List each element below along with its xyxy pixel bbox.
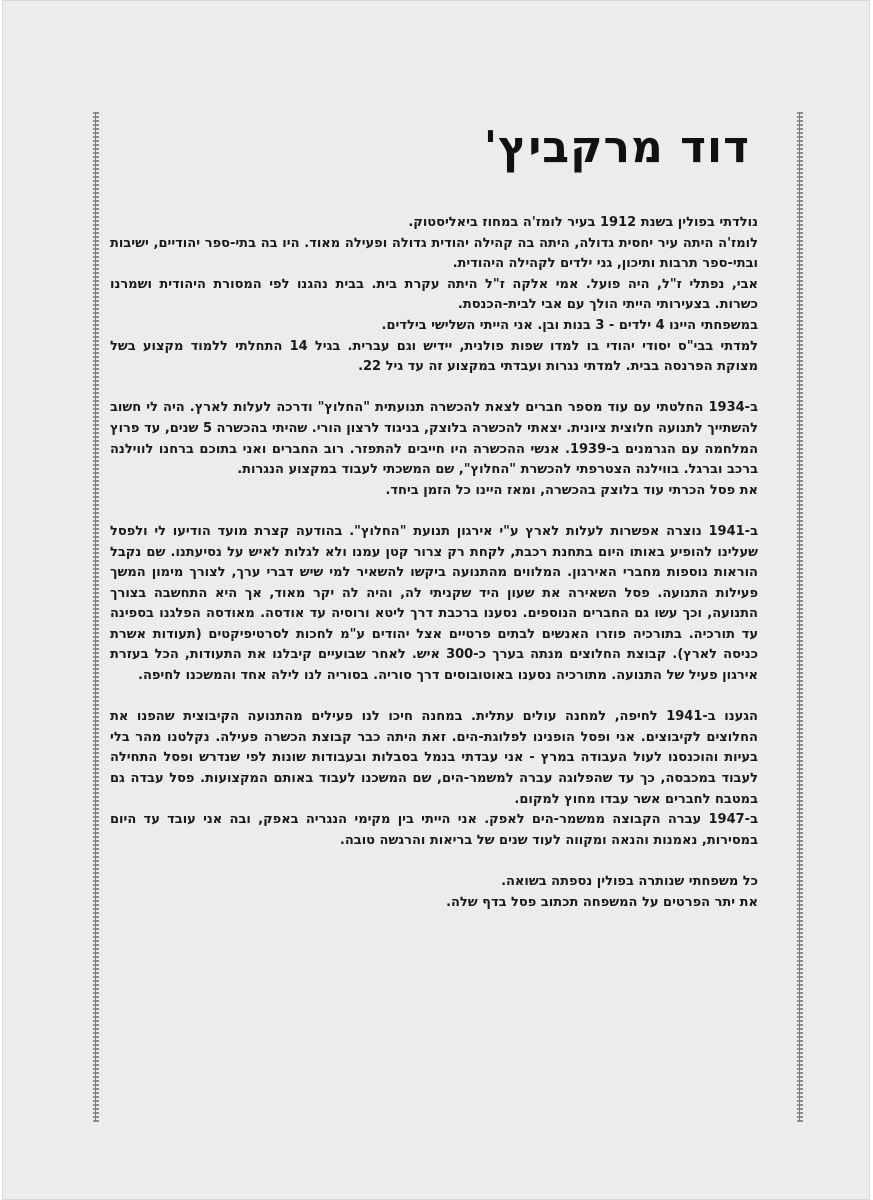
document-body bbox=[110, 213, 758, 913]
paragraph-spacer bbox=[110, 501, 758, 522]
paragraph-spacer bbox=[110, 378, 758, 399]
paragraph-family-details: את יתר הפרטים על המשפחה תכתוב פסל בדף שלה. bbox=[446, 894, 758, 910]
document-title: דוד מרקביץ' bbox=[483, 122, 750, 173]
paragraph-spacer bbox=[110, 687, 758, 708]
paragraph-hachshara: ב-1934 החלטתי עם עוד מספר חברים לצאת להכשרה תנועתית "החלוץ" ודרכה לעלות לארץ. היה לי חשוב להשתייך לתנועה חלוצית ציונית. יצאתי להכשרה בלוצק, בניגוד לרצון הורי. שהיתי בהכשרה 5 שנים, עד פרוץ המלחמה עם הגרמנים ב-1939. אנשי ההכשרה היו חייבים להתפזר. רוב החברים ואני בתוכם ברחנו לווילנה ברכב וברגל. בווילנה הצטרפתי להכשרת "החלוץ", שם המשכתי לעבוד במקצוע הנגרות. bbox=[110, 400, 759, 478]
paragraph-siblings: במשפחתי היינו 4 ילדים - 3 בנות ובן. אני הייתי השלישי בילדים. bbox=[381, 317, 758, 333]
paragraph-afek: ב-1947 עברה הקבוצה ממשמר-הים לאפק. אני הייתי בין מקימי הנגריה באפק, ובה אני עובד עד היום במסירות, נאמנות והנאה ומקווה לעוד שנים של בריאות והרגשה טובה. bbox=[110, 812, 758, 848]
paragraph-birth: נולדתי בפולין בשנת 1912 בעיר לומז'ה במחוז ביאליסטוק. bbox=[408, 215, 758, 230]
paragraph-parents: אבי, נפתלי ז"ל, היה פועל. אמי אלקה ז"ל היתה עקרת בית. בבית נהגנו לפי המסורת היהודית ושמרנו כשרות. בצעירותי הייתי הולך עם אבי לבית-הכנסת. bbox=[110, 276, 758, 313]
decorative-border-right bbox=[797, 112, 803, 1122]
paragraph-lomza: לומז'ה היתה עיר יחסית גדולה, היתה בה קהילה יהודית גדולה ופעילה מאוד. היו בה בתי-ספר יהודיים, ישיבות ובתי-ספר תרבות ותיכון, גני ילדים לקהילה היהודית. bbox=[110, 235, 758, 272]
decorative-border-left bbox=[93, 112, 99, 1122]
paragraph-atlit-haifa: הגענו ב-1941 לחיפה, למחנה עולים עתלית. במחנה חיכו לנו פעילים מהתנועה הקיבוצית שהפנו את החלוצים לקיבוצים. אני ופסל הופנינו לפלוגת-הים. זאת היתה כבר קבוצת הכשרה פעילה. נקלטנו מהר בלי בעיות והוכנסנו לעול העבודה במרץ - אני עבדתי בנמל בסבלות ובעבודות שונות לפי שנדרש ופסל התחילה לעבוד במכבסה, כך עד שהפלוגה עברה למשמר-הים, שם המשכנו לעבוד באותם המקצועות. פסל עבדה גם במטבח לחברים אשר עבדו מחוץ למקום. bbox=[110, 709, 758, 807]
document-page bbox=[2, 0, 870, 1200]
paragraph-spacer bbox=[110, 851, 758, 872]
paragraph-aliyah-journey: ב-1941 נוצרה אפשרות לעלות לארץ ע"י אירגון תנועת "החלוץ". בהודעה קצרת מועד הודיעו לי ולפסל שעלינו להופיע באותו היום בתחנת רכבת, לקחת רק צרור קטן עמנו ולא לגלות לאיש על נסיעתנו. שם נקבל הוראות נוספות מחברי האירגון. המלווים מהתנועה ביקשו להשאיר למי שיש דברי ערך, לצורך מימון המשך פעילות התנועה. פסל השאירה את שעון היד שקניתי לה, והיה לה יקר מאוד, אך היא התחשבה בצורך התנועה, וכך עשו גם החברים הנוספים. נסענו ברכבת דרך ליטא ורוסיה עד אודסה. מאודסה הפלגנו בספינה עד תורכיה. בתורכיה פוזרו האנשים לבתים פרטיים אצל יהודים ע"מ לחכות לסרטיפיקטים (תעודות אשרת כניסה לארץ). קבוצת החלוצים מנתה בערך כ-300 איש. לאחר שבועיים קיבלנו את התעודות, הכל בעזרת אירגון פעיל של התנועה. מתורכיה נסענו באוטובוסים דרך סוריה. בסוריה לנו לילה אחד והמשכנו לחיפה. bbox=[110, 523, 759, 684]
paragraph-holocaust: כל משפחתי שנותרה בפולין נספתה בשואה. bbox=[501, 874, 758, 889]
paragraph-school: למדתי בבי"ס יסודי יהודי בו למדו שפות פולנית, יידיש וגם עברית. בגיל 14 התחלתי ללמוד מקצוע בשל מצוקת הפרנסה בבית. למדתי נגרות ועבדתי במקצוע זה עד גיל 22. bbox=[110, 338, 758, 375]
paragraph-met-pesel: את פסל הכרתי עוד בלוצק בהכשרה, ומאז היינו כל הזמן ביחד. bbox=[385, 482, 758, 498]
